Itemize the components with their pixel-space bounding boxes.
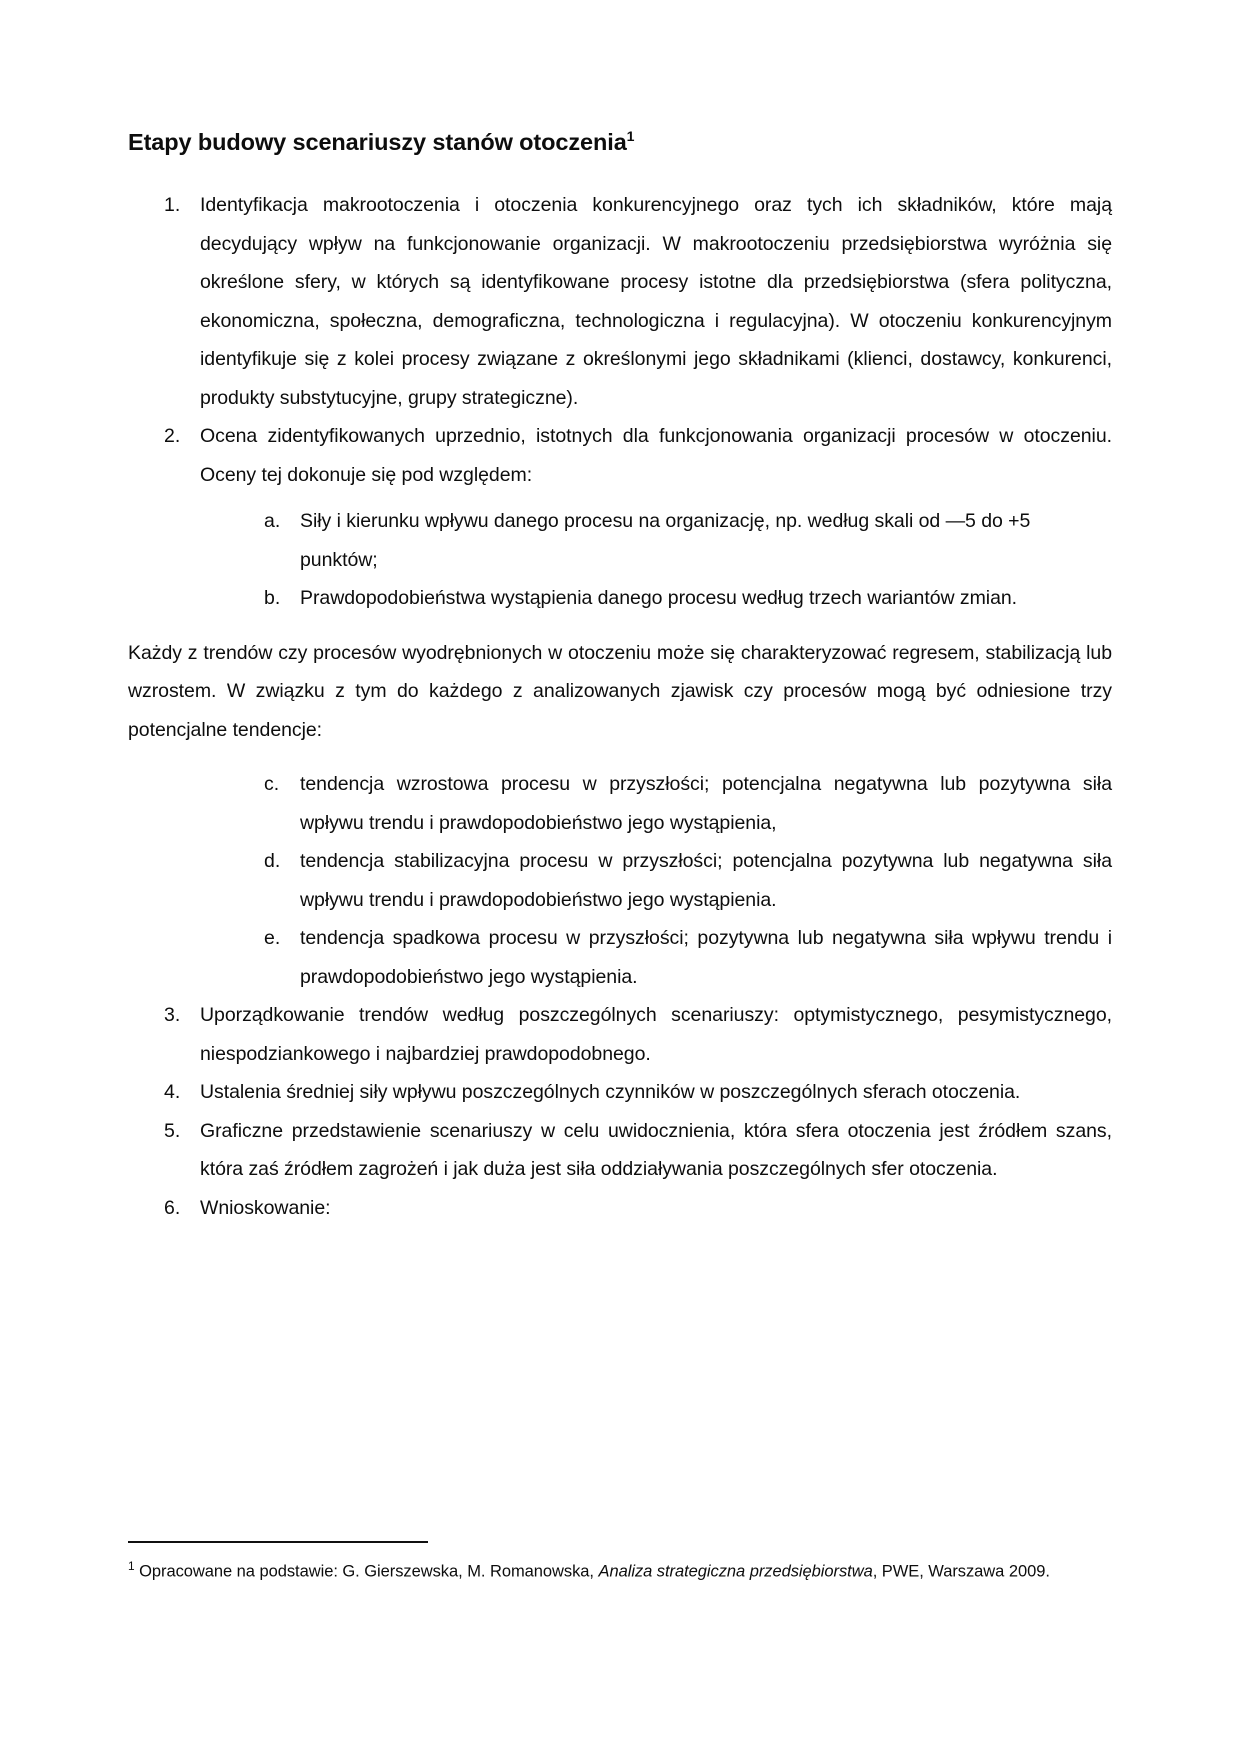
- list-marker-b: b.: [264, 587, 281, 610]
- list-marker-a: a.: [264, 510, 281, 533]
- list-item-2-text: Ocena zidentyfikowanych uprzednio, istotnych dla funkcjonowania organizacji procesów w otoczeniu. Oceny tej dokonuje się pod względem:: [200, 425, 1112, 486]
- interlude-paragraph: Każdy z trendów czy procesów wyodrębnionych w otoczeniu może się charakteryzować regresem, stabilizacją lub wzrostem. W związku z tym do każdego z analizowanych zjawisk czy procesów mogą być odniesione trzy potencjalne tendencje:: [128, 641, 1112, 741]
- list-item-a: [128, 502, 1112, 579]
- title-footnote-marker: 1: [626, 128, 635, 145]
- spacer: [128, 494, 1112, 502]
- list-item-5-text: Graficzne przedstawienie scenariuszy w celu uwidocznienia, która sfera otoczenia jest źródłem szans, która zaś źródłem zagrożeń i jak duża jest siła oddziaływania poszczególnych sfer otoczenia.: [200, 1119, 1112, 1181]
- list-item-1: [128, 186, 1112, 417]
- footnote-text: [128, 1553, 1112, 1585]
- footnote-marker: 1: [128, 1558, 135, 1573]
- list-item-a-text: Siły i kierunku wpływu danego procesu na organizację, np. według skali od —5 do +5 punktów;: [300, 510, 1031, 571]
- footnote-area: [128, 1541, 1112, 1585]
- list-item-c-text: tendencja wzrostowa procesu w przyszłości; potencjalna negatywna lub pozytywna siła wpływu trendu i prawdopodobieństwo jego wystąpienia,: [300, 773, 1112, 834]
- list-marker-4: 4.: [164, 1081, 181, 1104]
- list-item-4-text: Ustalenia średniej siły wpływu poszczególnych czynników w poszczególnych sferach otoczenia.: [200, 1081, 1021, 1104]
- footnote-suffix: , PWE, Warszawa 2009.: [872, 1562, 1050, 1580]
- list-item-5: [128, 1112, 1112, 1189]
- lettered-list-ab: [128, 502, 1112, 618]
- spacer: [128, 618, 1112, 634]
- list-item-4: [128, 1073, 1112, 1112]
- main-numbered-list-continued: [128, 996, 1112, 1227]
- list-item-e: [128, 919, 1112, 996]
- list-item-1-text: Identyfikacja makrootoczenia i otoczenia konkurencyjnego oraz tych ich składników, które mają decydujący wpływ na funkcjonowanie organizacji. W makrootoczeniu przedsiębiorstwa wyróżnia się określone sfery, w których są identyfikowane procesy istotne dla przedsiębiorstwa (sfera polityczna, ekonomiczna, społeczna, demograficzna, technologiczna i regulacyjna). W otoczeniu konkurencyjnym identyfikuje się z kolei procesy związane z określonymi jego składnikami (klienci, dostawcy, konkurenci, produkty substytucyjne, grupy strategiczne).: [200, 194, 1112, 409]
- list-item-6: [128, 1189, 1112, 1228]
- main-numbered-list: [128, 186, 1112, 494]
- list-marker-c: c.: [264, 773, 280, 796]
- footnote-separator-line: [128, 1541, 428, 1543]
- list-item-d: [128, 842, 1112, 919]
- list-marker-3: 3.: [164, 1004, 181, 1027]
- list-item-3-text: Uporządkowanie trendów według poszczególnych scenariuszy: optymistycznego, pesymistycznego, niespodziankowego i najbardziej prawdopodobnego.: [200, 1004, 1112, 1065]
- list-item-6-text: Wnioskowanie:: [200, 1196, 331, 1219]
- list-marker-e: e.: [264, 927, 281, 950]
- list-marker-1: 1.: [164, 194, 181, 217]
- list-item-b-text: Prawdopodobieństwa wystąpienia danego procesu według trzech wariantów zmian.: [300, 587, 1018, 610]
- list-item-c: [128, 765, 1112, 842]
- list-item-2: [128, 417, 1112, 494]
- list-marker-d: d.: [264, 850, 281, 873]
- list-item-d-text: tendencja stabilizacyjna procesu w przyszłości; potencjalna pozytywna lub negatywna siła wpływu trendu i prawdopodobieństwo jego wystąpienia.: [300, 850, 1112, 911]
- page-title: [128, 128, 1112, 156]
- spacer: [128, 749, 1112, 765]
- page-title-text: Etapy budowy scenariuszy stanów otoczenia: [128, 129, 627, 155]
- list-marker-2: 2.: [164, 425, 181, 448]
- list-item-3: [128, 996, 1112, 1073]
- footnote-book-title: Analiza strategiczna przedsiębiorstwa: [598, 1562, 873, 1580]
- lettered-list-cde: [128, 765, 1112, 996]
- list-marker-6: 6.: [164, 1196, 181, 1219]
- list-item-e-text: tendencja spadkowa procesu w przyszłości; pozytywna lub negatywna siła wpływu trendu i prawdopodobieństwo jego wystąpienia.: [300, 927, 1112, 988]
- list-item-b: [128, 579, 1112, 618]
- list-marker-5: 5.: [164, 1119, 181, 1142]
- footnote-prefix: Opracowane na podstawie: G. Gierszewska, M. Romanowska,: [134, 1562, 599, 1580]
